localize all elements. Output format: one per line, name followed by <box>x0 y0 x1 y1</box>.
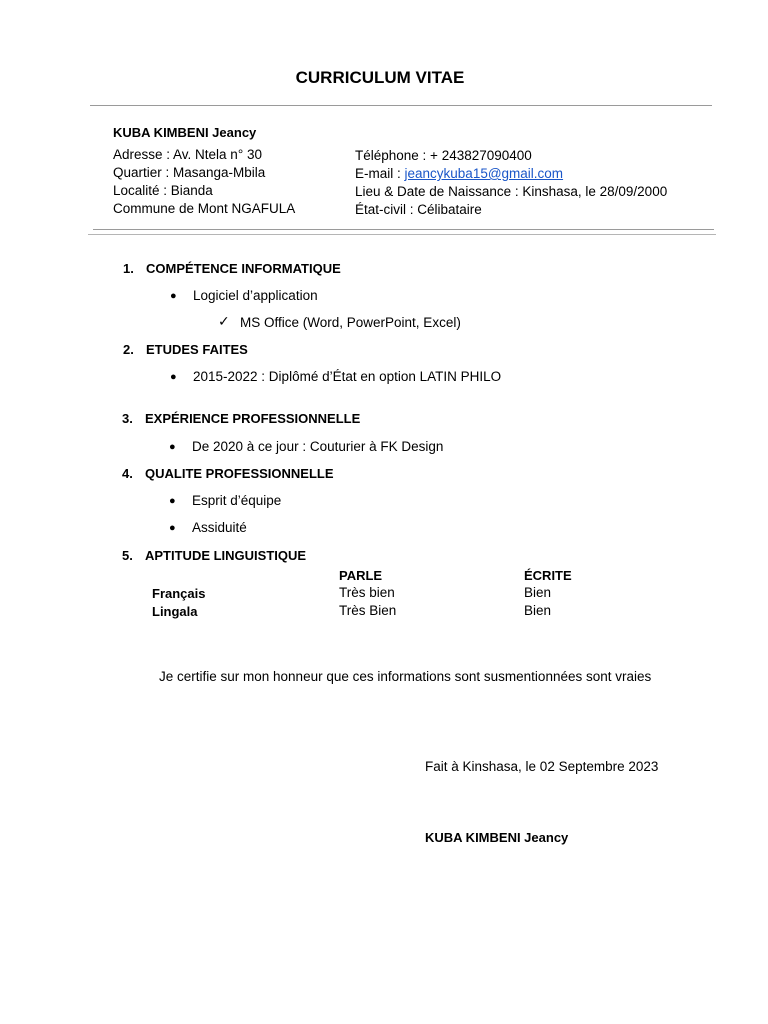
language-spoken-level: Très Bien <box>339 603 397 618</box>
bullet-icon: ● <box>169 495 176 507</box>
section-5-title: APTITUDE LINGUISTIQUE <box>145 548 307 563</box>
section-2-title: ETUDES FAITES <box>146 342 248 357</box>
email-link[interactable]: jeancykuba15@gmail.com <box>404 166 564 181</box>
checkmark-icon: ✓ <box>218 313 230 329</box>
section-4-number: 4. <box>122 466 133 481</box>
section-4-title: QUALITE PROFESSIONNELLE <box>145 466 334 481</box>
list-item: Logiciel d’application <box>193 288 318 303</box>
list-item: De 2020 à ce jour : Couturier à FK Design <box>192 439 444 454</box>
commune-line: Commune de Mont NGAFULA <box>113 201 296 216</box>
signature-name: KUBA KIMBENI Jeancy <box>425 830 569 845</box>
language-written-level: Bien <box>524 603 552 618</box>
header-divider <box>90 105 712 106</box>
email-label: E-mail : <box>355 166 405 181</box>
locality-line: Localité : Bianda <box>113 183 213 198</box>
section-3-number: 3. <box>122 411 133 426</box>
bullet-icon: ● <box>169 522 176 534</box>
phone-line: Téléphone : + 243827090400 <box>355 148 532 163</box>
list-item: 2015-2022 : Diplômé d’État en option LATIN PHILO <box>193 369 502 384</box>
language-name: Lingala <box>152 604 198 619</box>
identity-divider-top <box>93 229 714 230</box>
language-header-written: ÉCRITE <box>524 568 572 583</box>
language-written-level: Bien <box>524 585 552 600</box>
bullet-icon: ● <box>170 290 177 302</box>
section-5-number: 5. <box>122 548 133 563</box>
address-line: Adresse : Av. Ntela n° 30 <box>113 147 262 162</box>
language-spoken-level: Très bien <box>339 585 395 600</box>
place-and-date: Fait à Kinshasa, le 02 Septembre 2023 <box>425 759 659 774</box>
quarter-line: Quartier : Masanga-Mbila <box>113 165 266 180</box>
section-2-number: 2. <box>123 342 134 357</box>
identity-divider-bottom <box>88 234 716 235</box>
language-header-spoken: PARLE <box>339 568 383 583</box>
email-line <box>355 166 563 181</box>
page-title: CURRICULUM VITAE <box>295 68 465 87</box>
civil-status-line: État-civil : Célibataire <box>355 202 482 217</box>
language-name: Français <box>152 586 206 601</box>
list-item: Esprit d’équipe <box>192 493 282 508</box>
list-item: Assiduité <box>192 520 247 535</box>
section-1-title: COMPÉTENCE INFORMATIQUE <box>146 261 341 276</box>
section-1-number: 1. <box>123 261 134 276</box>
section-3-title: EXPÉRIENCE PROFESSIONNELLE <box>145 411 361 426</box>
bullet-icon: ● <box>169 441 176 453</box>
birth-line: Lieu & Date de Naissance : Kinshasa, le 28/09/2000 <box>355 184 668 199</box>
bullet-icon: ● <box>170 371 177 383</box>
certification-statement: Je certifie sur mon honneur que ces informations sont susmentionnées sont vraies <box>159 669 652 684</box>
candidate-name: KUBA KIMBENI Jeancy <box>113 125 257 140</box>
list-subitem: MS Office (Word, PowerPoint, Excel) <box>240 315 461 330</box>
